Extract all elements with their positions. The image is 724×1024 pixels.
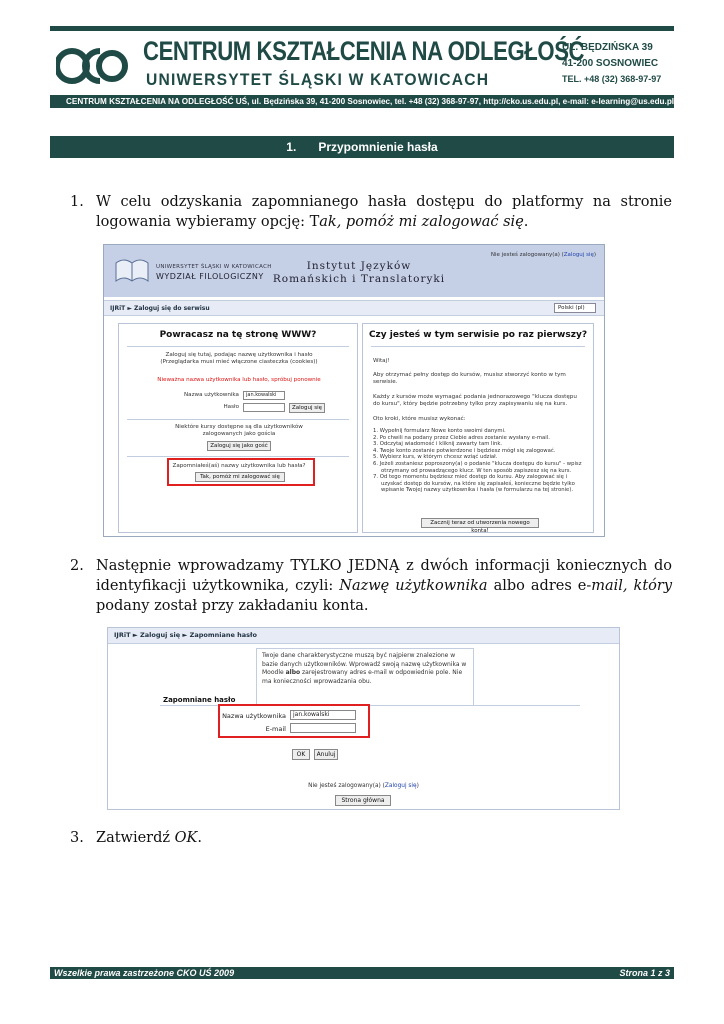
new-user-p3: Oto kroki, które musisz wykonać: xyxy=(373,416,466,422)
panel-divider-2 xyxy=(127,456,349,457)
login-status xyxy=(108,783,619,789)
login-status xyxy=(491,252,596,258)
step-3-text-c: . xyxy=(197,830,202,846)
login-status-end: ) xyxy=(593,252,596,258)
login-link[interactable]: Zaloguj się xyxy=(563,252,594,258)
info-text-c: zarejestrowany adres e-mail w odpowiednie pole. Nie ma konieczności wprowadzania obu. xyxy=(262,669,463,685)
list-item: 6. Jeżeli zostaniesz poproszony(a) o podanie "klucza dostępu do kursu" - wpisz otrzymany od prowadzącego klucz. W ten sposób zapiszesz się na kurs. xyxy=(373,460,582,474)
step-2-text-a: Następnie wprowadzamy TYLKO JEDNĄ z dwóch informacji koniecznych do identyfikacji użytkownika, czyli: xyxy=(96,558,672,594)
login-page-screenshot xyxy=(103,244,605,537)
list-item: 5. Wybierz kurs, w którym chcesz wziąć udział. xyxy=(373,454,498,461)
step-2 xyxy=(70,556,672,616)
list-item: 2. Po chwili na podany przez Ciebie adres zostanie wysłany e-mail. xyxy=(373,434,550,441)
password-input[interactable] xyxy=(243,403,285,412)
login-status-text: Nie jesteś zalogowany(a) ( xyxy=(308,783,385,789)
step-1-text xyxy=(96,192,672,232)
guest-text: Niektóre kursy dostępne są dla użytkowników zalogowanych jako gościa xyxy=(175,424,303,437)
cancel-button[interactable]: Anuluj xyxy=(314,749,338,760)
highlight-frame xyxy=(167,458,315,486)
step-1-number: 1. xyxy=(70,194,84,210)
step-1-option: ak, pomóż mi zalogować się xyxy=(319,214,524,230)
section-number: 1. xyxy=(286,140,297,154)
heading-divider-r xyxy=(371,346,585,347)
username-input[interactable]: jan.kowalski xyxy=(243,391,285,400)
list-item: 3. Odczytaj wiadomość i kliknij zawarty tam link. xyxy=(373,441,503,448)
footer-page-number: Strona 1 z 3 xyxy=(619,968,670,978)
highlight-frame xyxy=(218,704,370,738)
username-input[interactable]: jan.kowalski xyxy=(290,710,356,720)
header-contact-text: CENTRUM KSZTAŁCENIA NA ODLEGŁOŚĆ UŚ, ul. Będzińska 39, 41-200 Sosnowiec, tel. +48 (32) 368-97-97, http://cko.us.edu.pl, e-mail: e-learning@us.edu.pl xyxy=(66,96,674,106)
form-title: Zapomniane hasło xyxy=(163,696,236,704)
guest-login-button[interactable]: Zaloguj się jako gość xyxy=(207,441,271,451)
university-logo-line2: WYDZIAŁ FILOLOGICZNY xyxy=(156,272,264,281)
header-address-city: 41-200 SOSNOWIEC xyxy=(562,58,659,69)
new-user-p1: Aby otrzymać pełny dostęp do kursów, musisz stworzyć konto w tym serwisie. xyxy=(373,372,566,385)
login-button[interactable]: Zaloguj się xyxy=(289,403,325,413)
step-3 xyxy=(70,828,672,848)
step-2-text xyxy=(96,556,672,616)
header-subtitle: UNIWERSYTET ŚLĄSKI W KATOWICACH xyxy=(146,70,490,89)
login-error: Nieważna nazwa użytkownika lub hasło, spróbuj ponownie xyxy=(157,377,321,383)
list-item: 4. Twoje konto zostanie potwierdzone i będziesz mógł się zalogować. xyxy=(373,447,556,454)
breadcrumb[interactable]: IJRiT ► Zaloguj się ► Zapomniane hasło xyxy=(108,628,619,644)
step-3-number: 3. xyxy=(70,830,84,846)
step-3-text xyxy=(96,828,672,848)
step-3-ok: OK xyxy=(174,830,198,846)
ok-button[interactable]: OK xyxy=(292,749,310,760)
info-text-a: Twoje dane charakterystyczne muszą być najpierw znalezione w bazie danych użytkowników. Wprowadź swoją nazwę użytkownika w Moodle xyxy=(262,652,467,676)
footer-copyright: Wszelkie prawa zastrzeżone CKO UŚ 2009 xyxy=(54,968,235,978)
step-2-number: 2. xyxy=(70,558,84,574)
language-select[interactable]: Polski (pl) xyxy=(554,303,596,313)
login-status-end: ) xyxy=(416,783,419,789)
step-3-text-a: Zatwierdź xyxy=(96,830,175,846)
step-2-email: mail, który xyxy=(591,578,673,594)
page-footer xyxy=(50,967,674,979)
step-2-text-e: podany został przy zakładaniu konta. xyxy=(96,598,369,614)
returning-user-panel xyxy=(118,323,358,533)
panel-divider xyxy=(127,419,349,420)
step-1-text-c: . xyxy=(523,214,529,230)
forgot-password-info xyxy=(256,648,474,706)
institute-title-line2: Romańskich i Translatoryki xyxy=(272,273,446,285)
welcome-text: Witaj! xyxy=(373,358,390,364)
login-intro: Zaloguj się tutaj, podając nazwę użytkownika i hasło (Przeglądarka musi mieć włączone ciasteczka (cookies)) xyxy=(160,352,318,365)
list-item: 1. Wypełnij formularz Nowe konto swoimi danymi. xyxy=(373,428,506,434)
returning-user-heading: Powracasz na tę stronę WWW? xyxy=(159,330,317,340)
step-2-text-c: albo adres e- xyxy=(487,578,592,594)
signup-steps-list xyxy=(373,428,587,494)
header-title: CENTRUM KSZTAŁCENIA NA ODLEGŁOŚĆ xyxy=(143,36,585,66)
header-contact-strip xyxy=(50,95,674,108)
institute-title-line1: Instytut Języków xyxy=(306,260,412,272)
cko-logo-icon xyxy=(56,38,130,94)
forgot-password-screenshot xyxy=(107,627,620,810)
header-address-phone: TEL. +48 (32) 368-97-97 xyxy=(562,74,662,84)
username-label: Nazwa użytkownika xyxy=(183,392,239,398)
login-status-text: Nie jesteś zalogowany(a) ( xyxy=(490,252,564,258)
university-logo-line1: UNIWERSYTET ŚLĄSKI W KATOWICACH xyxy=(156,264,272,270)
home-button[interactable]: Strona główna xyxy=(335,795,391,806)
section-heading xyxy=(50,136,674,158)
new-user-p2: Każdy z kursów może wymagać podania jednorazowego "klucza dostępu do kursu", który będzie potrzebny tylko przy zapisywaniu się na kurs. xyxy=(373,394,577,407)
new-account-button[interactable]: Zacznij teraz od utworzenia nowego konta! xyxy=(421,518,539,528)
forgot-text: Zapomniałeś(aś) nazwy użytkownika lub hasła? xyxy=(172,463,306,469)
info-text-b: albo xyxy=(285,669,301,676)
header-top-rule xyxy=(50,26,674,31)
email-label: E-mail xyxy=(265,725,286,733)
forgot-password-button[interactable]: Tak, pomóż mi zalogować się xyxy=(195,472,285,482)
new-user-panel xyxy=(362,323,594,533)
login-link[interactable]: Zaloguj się xyxy=(384,783,417,789)
step-2-username: Nazwę użytkownika xyxy=(339,578,488,594)
header-address-street: UL. BĘDZIŃSKA 39 xyxy=(562,42,653,53)
new-user-heading: Czy jesteś w tym serwisie po raz pierwszy? xyxy=(368,330,588,340)
password-label: Hasło xyxy=(223,404,239,410)
step-1-text-a: W celu odzyskania zapomnianego hasła dostępu do platformy na stronie logowania wybieramy opcję: T xyxy=(96,194,672,230)
list-item: 7. Od tego momentu będziesz mieć dostęp do kursu. Aby zalogować się i uzyskać dostęp do kursów, na które się zapisałeś, konieczne będzie tylko wpisanie Twojej nazwy użytkownika i hasła (w formularzu na tej stronie). xyxy=(373,474,575,494)
username-label: Nazwa użytkownika xyxy=(222,712,286,720)
heading-divider xyxy=(127,346,349,347)
breadcrumb[interactable]: IJRiT ► Zaloguj się do serwisu xyxy=(104,300,604,316)
step-1 xyxy=(70,192,672,232)
section-title: Przypomnienie hasła xyxy=(318,140,438,154)
open-book-logo-icon xyxy=(114,255,150,287)
